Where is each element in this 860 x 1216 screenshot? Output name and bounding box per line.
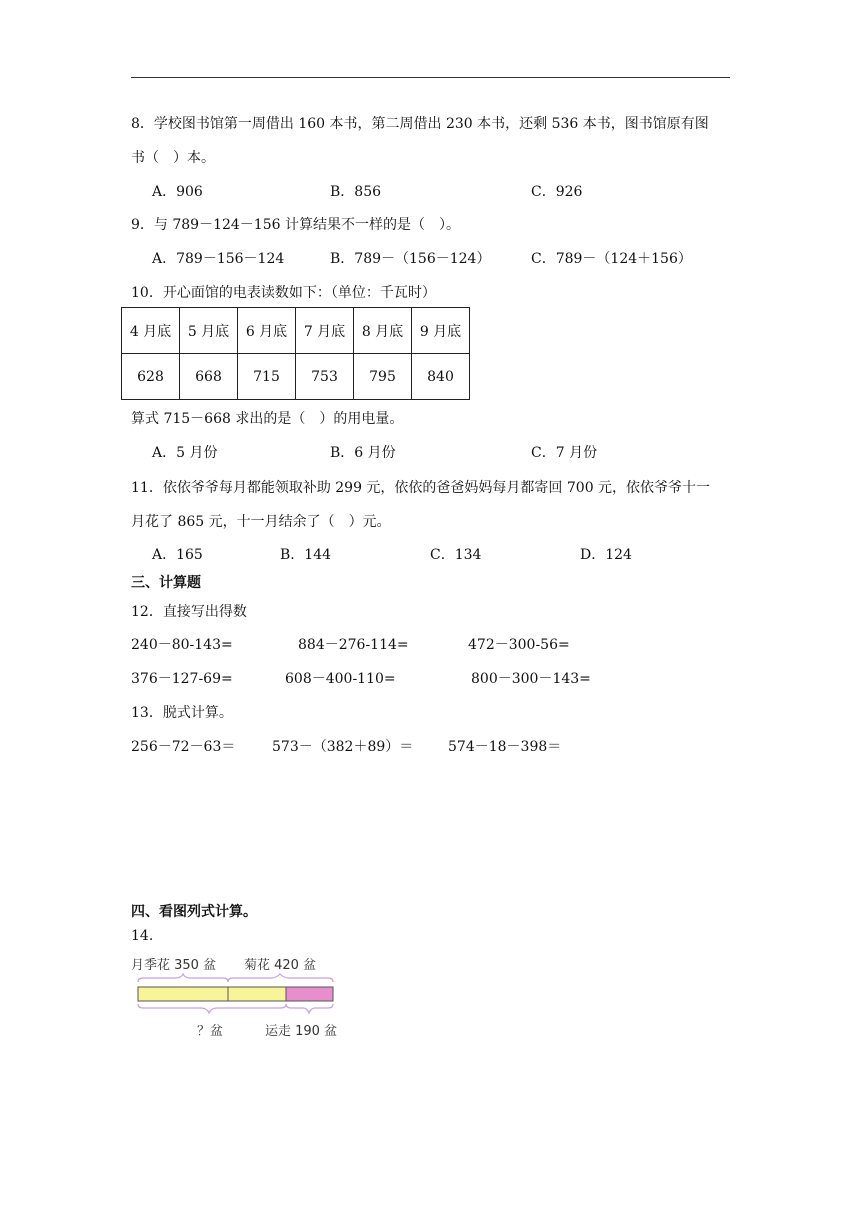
q12-expr: 884－276-114=	[298, 637, 409, 653]
line-segment-diagram	[131, 952, 351, 1044]
q8-line1: 8．学校图书馆第一周借出 160 本书，第二周借出 230 本书，还剩 536 本书，图书馆原有图	[131, 116, 709, 132]
q8-option-c: C．926	[531, 184, 583, 200]
q11-line1: 11．依依爷爷每月都能领取补助 299 元，依依的爸爸妈妈每月都寄回 700 元，依依爷爷十一	[131, 480, 711, 496]
q12-expr: 472－300-56=	[468, 637, 570, 653]
table-header-cell: 7 月底	[296, 308, 354, 354]
q13-expr: 256－72－63＝	[131, 739, 236, 755]
q9-option-c: C．789－（124＋156）	[531, 251, 692, 267]
q12-expr: 376－127-69=	[131, 671, 233, 687]
table-header-cell: 6 月底	[238, 308, 296, 354]
q9-text: 9．与 789－124－156 计算结果不一样的是（ ）。	[131, 217, 460, 233]
table-header-cell: 4 月底	[122, 308, 180, 354]
q9-option-a: A．789－156－124	[152, 251, 285, 267]
moved-label: 运走 190 盆	[265, 1024, 338, 1039]
q10-option-b: B．6 月份	[330, 445, 396, 461]
table-cell: 628	[122, 354, 180, 400]
table-header-cell: 9 月底	[412, 308, 470, 354]
q13-expr: 574－18－398＝	[448, 739, 562, 755]
q12-expr: 608－400-110=	[285, 671, 396, 687]
q13-expr: 573－（382＋89）＝	[272, 739, 414, 755]
q11-option-b: B．144	[280, 547, 332, 563]
rose-top-brace	[138, 974, 228, 982]
table-cell: 715	[238, 354, 296, 400]
table-cell: 840	[412, 354, 470, 400]
q10-option-c: C．7 月份	[531, 445, 598, 461]
q12-expr: 240－80-143=	[131, 637, 233, 653]
chrysanthemum-top-brace	[228, 974, 333, 982]
q11-option-c: C．134	[430, 547, 482, 563]
q11-line2: 月花了 865 元，十一月结余了（ ）元。	[131, 514, 391, 530]
table-header-cell: 8 月底	[354, 308, 412, 354]
q14-number: 14.	[131, 928, 154, 944]
q10-question: 算式 715－668 求出的是（ ）的用电量。	[131, 411, 404, 427]
chrysanthemum-label: 菊花 420 盆	[244, 958, 317, 973]
meter-reading-table	[121, 307, 470, 400]
chrysanthemum-remaining-bar	[228, 987, 286, 1001]
q9-option-b: B．789－（156－124）	[330, 251, 491, 267]
table-cell: 753	[296, 354, 354, 400]
q8-option-a: A．906	[152, 184, 203, 200]
unknown-label: ？盆	[197, 1024, 224, 1039]
moved-bar	[286, 987, 333, 1001]
unknown-bottom-brace	[138, 1004, 286, 1013]
section-3-title: 三、计算题	[131, 575, 201, 591]
q8-line2: 书（ ）本。	[131, 150, 215, 166]
q11-option-a: A．165	[152, 547, 203, 563]
moved-bottom-brace	[286, 1004, 333, 1013]
table-row	[122, 354, 470, 400]
q11-option-d: D．124	[580, 547, 632, 563]
rose-bar	[138, 987, 228, 1001]
q8-option-b: B．856	[330, 184, 382, 200]
table-header-row	[122, 308, 470, 354]
q12-expr: 800－300－143=	[471, 671, 591, 687]
header-rule	[131, 77, 730, 78]
section-4-title: 四、看图列式计算。	[131, 904, 257, 920]
rose-label: 月季花 350 盆	[131, 958, 217, 973]
table-header-cell: 5 月底	[180, 308, 238, 354]
q12-text: 12．直接写出得数	[131, 604, 247, 620]
q10-text: 10．开心面馆的电表读数如下：（单位：千瓦时）	[131, 285, 436, 301]
table-cell: 795	[354, 354, 412, 400]
q13-text: 13．脱式计算。	[131, 705, 233, 721]
q10-option-a: A．5 月份	[152, 445, 218, 461]
table-cell: 668	[180, 354, 238, 400]
